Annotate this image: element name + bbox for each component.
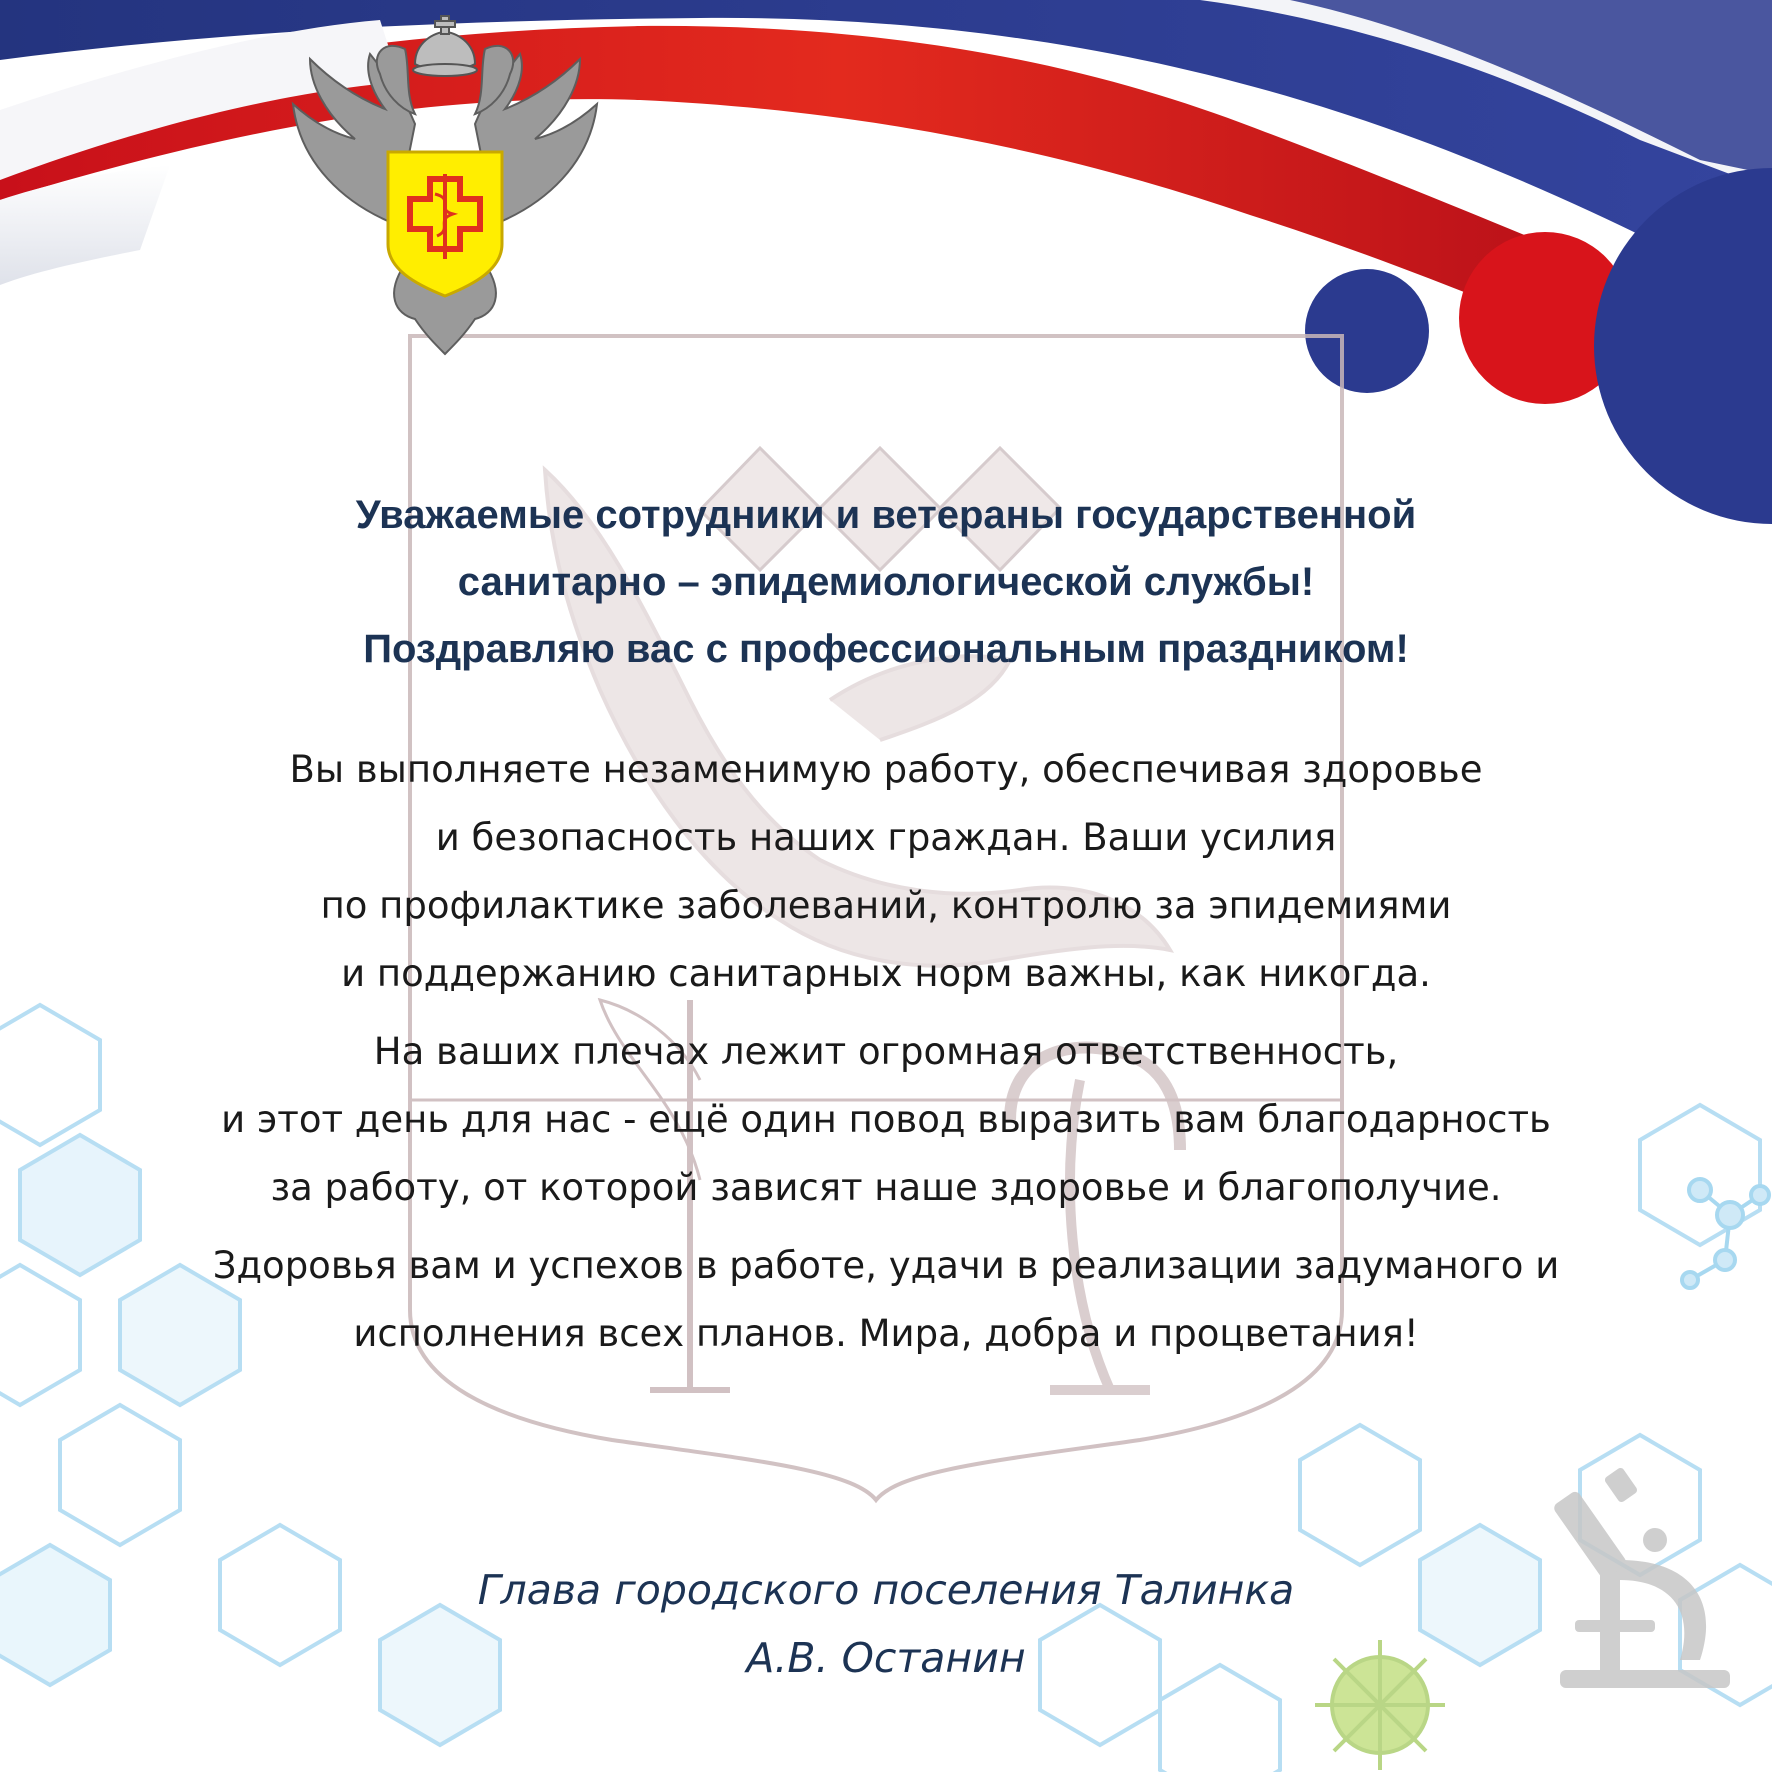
body-line: по профилактике заболеваний, контролю за эпидемиями (320, 884, 1452, 927)
rospotrebnadzor-eagle-emblem-icon (285, 14, 605, 364)
greeting-line-2: санитарно – эпидемиологической службы! (457, 560, 1315, 604)
body-line: На ваших плечах лежит огромная ответственность, (373, 1030, 1399, 1073)
body-line: Вы выполняете незаменимую работу, обеспечивая здоровье (289, 748, 1483, 791)
body-paragraph-1 (0, 736, 1772, 1008)
body-line: и безопасность наших граждан. Ваши усилия (435, 816, 1337, 859)
greeting-body (0, 736, 1772, 1378)
signature-name: А.В. Останин (746, 1634, 1026, 1682)
body-line: исполнения всех планов. Мира, добра и процветания! (353, 1312, 1419, 1355)
body-line: за работу, от которой зависят наше здоровье и благополучие. (270, 1166, 1502, 1209)
signature-position: Глава городского поселения Талинка (477, 1566, 1295, 1614)
body-line: и поддержанию санитарных норм важны, как никогда. (341, 952, 1431, 995)
greeting-title (0, 482, 1772, 683)
body-paragraph-3 (0, 1232, 1772, 1368)
body-line: и этот день для нас - ещё один повод выразить вам благодарность (221, 1098, 1551, 1141)
body-paragraph-2 (0, 1018, 1772, 1222)
greeting-line-3: Поздравляю вас с профессиональным праздником! (363, 627, 1409, 671)
signature (0, 1556, 1772, 1692)
greeting-line-1: Уважаемые сотрудники и ветераны государственной (355, 493, 1417, 537)
body-line: Здоровья вам и успехов в работе, удачи в реализации задуманого и (212, 1244, 1560, 1287)
